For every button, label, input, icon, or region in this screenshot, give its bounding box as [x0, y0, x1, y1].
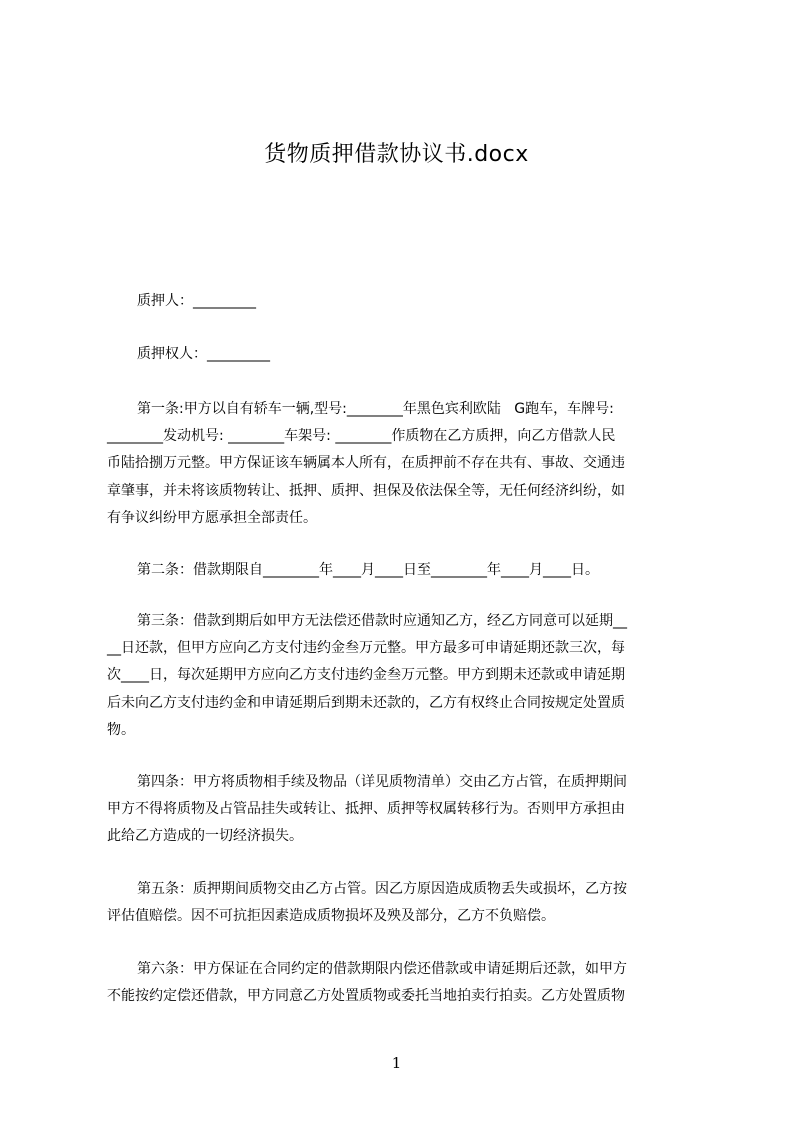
clause-4 [107, 769, 707, 851]
clause-line: 后未向乙方支付违约金和申请延期后到期未还款的，乙方有权终止合同按规定处置质 [107, 694, 625, 711]
pledgee-line: 质押权人：_________ [137, 346, 270, 362]
clause-line: 甲方不得将质物及占管品挂失或转让、抵押、质押等权属转移行为。否则甲方承担由 [107, 801, 625, 818]
clause-line: 次____日，每次延期甲方应向乙方支付违约金叁万元整。甲方到期未还款或申请延期 [107, 667, 625, 684]
clause-line: 不能按约定偿还借款，甲方同意乙方处置质物或委托当地拍卖行拍卖。乙方处置质物 [107, 988, 625, 1005]
clause-line: 物。 [107, 721, 135, 738]
clause-1 [107, 396, 707, 532]
clause-3 [107, 608, 707, 744]
clause-line: ________发动机号: ________车架号: ________作质物在乙方质押，向乙方借款人民 [107, 428, 616, 445]
clause-line: 第一条:甲方以自有轿车一辆,型号:________年黑色宾利欧陆 G跑车，车牌号: [137, 401, 614, 417]
clause-line: 有争议纠纷甲方愿承担全部责任。 [107, 509, 317, 526]
page-number: 1 [391, 1054, 402, 1072]
clause-5 [107, 876, 707, 930]
clause-line: 币陆拾捌万元整。甲方保证该车辆属本人所有，在质押前不存在共有、事故、交通违 [107, 455, 625, 472]
clause-line: 第二条：借款期限自________年____月____日至________年____月____日。 [137, 562, 599, 578]
clause-line: 第六条：甲方保证在合同约定的借款期限内偿还借款或申请延期后还款，如甲方 [137, 961, 627, 977]
clause-line: 评估值赔偿。因不可抗拒因素造成质物损坏及殃及部分，乙方不负赔偿。 [107, 908, 555, 925]
document-title: 货物质押借款协议书.docx [264, 142, 529, 167]
clause-line: 章肇事，并未将该质物转让、抵押、质押、担保及依法保全等，无任何经济纠纷，如 [107, 482, 625, 499]
clause-2 [107, 557, 707, 584]
pledgor-line: 质押人：_________ [137, 293, 256, 309]
clause-line: 第四条：甲方将质物相手续及物品（详见质物清单）交由乙方占管，在质押期间 [137, 774, 627, 790]
clause-line: 第三条：借款到期后如甲方无法偿还借款时应通知乙方，经乙方同意可以延期__ [137, 613, 627, 629]
clause-line: 此给乙方造成的一切经济损失。 [107, 828, 303, 845]
clause-line: __日还款，但甲方应向乙方支付违约金叁万元整。甲方最多可申请延期还款三次，每 [107, 640, 625, 657]
clause-line: 第五条：质押期间质物交由乙方占管。因乙方原因造成质物丢失或损坏，乙方按 [137, 881, 627, 897]
clause-6 [107, 956, 707, 1010]
